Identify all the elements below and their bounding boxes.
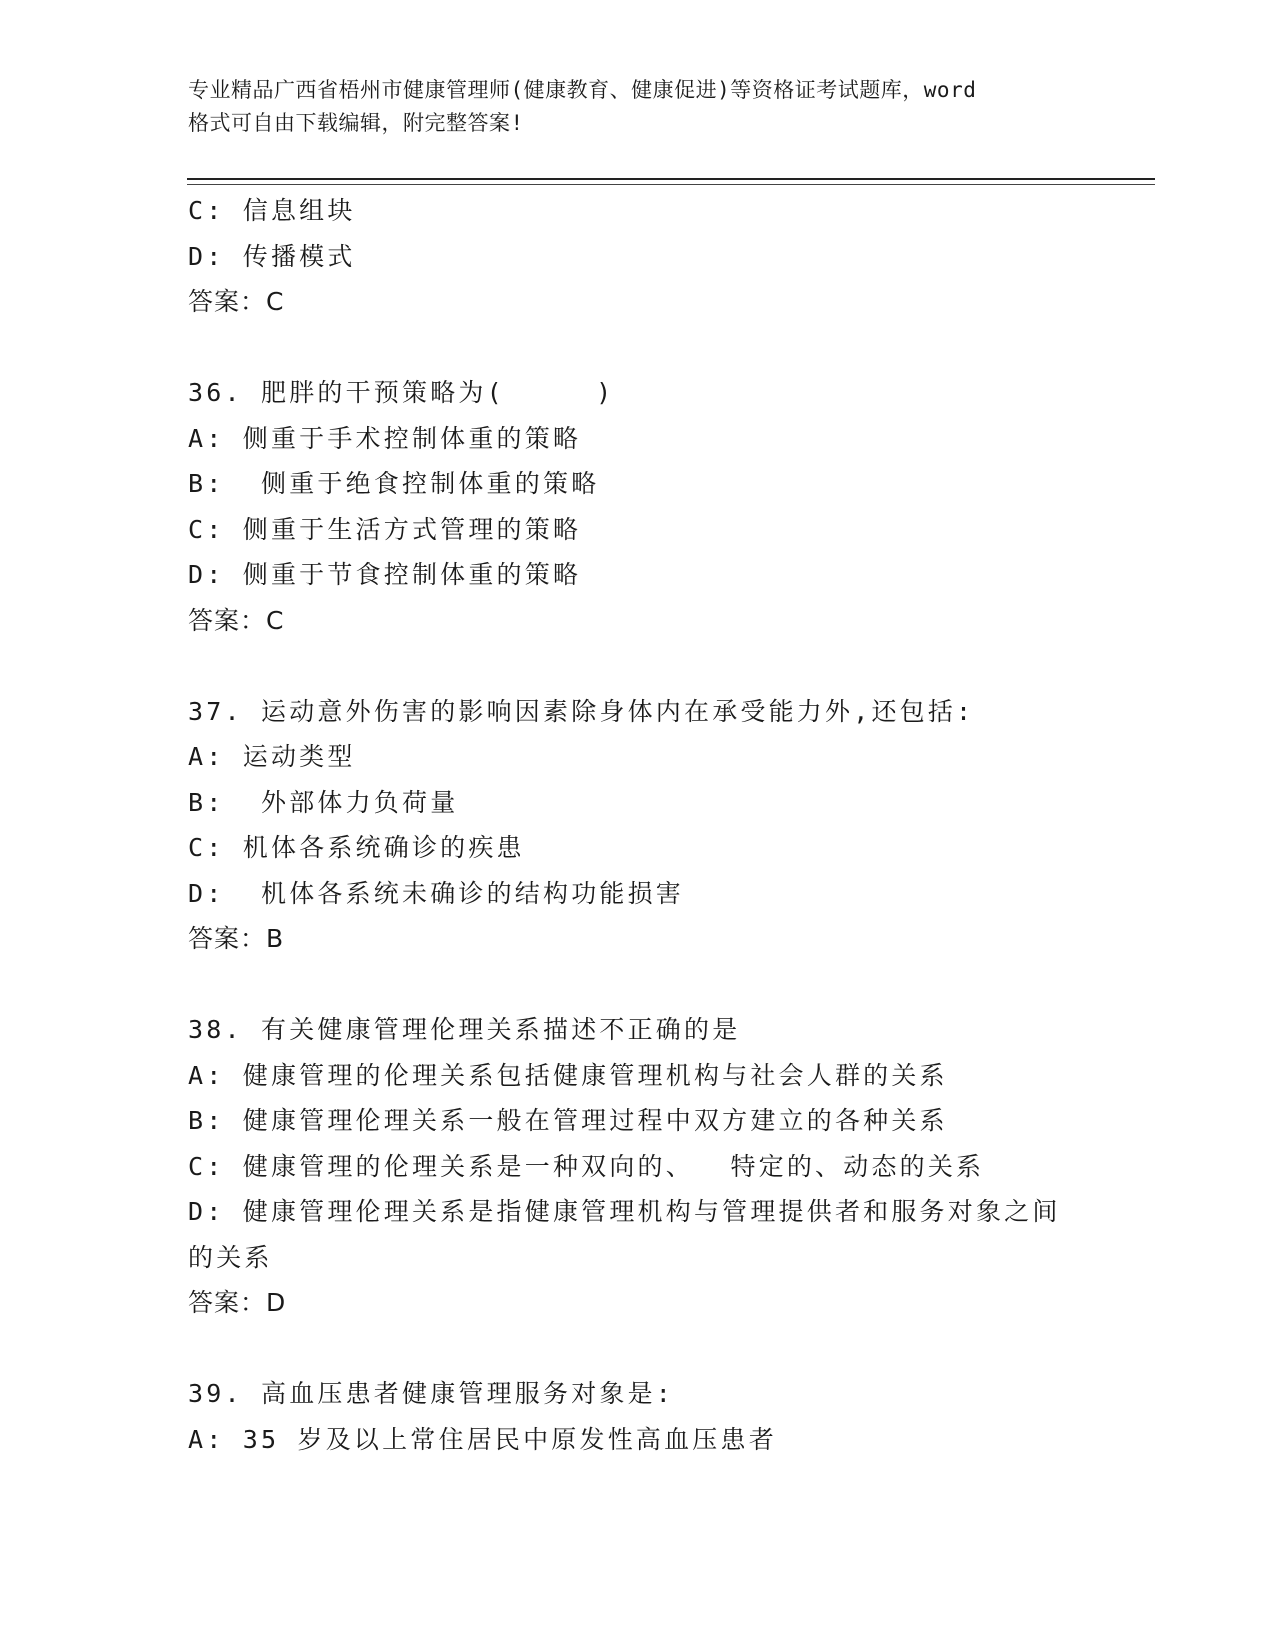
option-d: D: 健康管理伦理关系是指健康管理机构与管理提供者和服务对象之间 (188, 1197, 1061, 1226)
question-39 (188, 1371, 1088, 1462)
option-c: C: 侧重于生活方式管理的策略 (188, 514, 582, 544)
answer-label: 答案：D (188, 1288, 287, 1317)
answer-label: 答案：C (188, 605, 285, 635)
header-divider-thick (187, 178, 1155, 180)
option-a: A: 运动类型 (188, 742, 356, 771)
header-line-2: 格式可自由下载编辑，附完整答案! (188, 111, 524, 135)
option-c: C: 信息组块 (188, 196, 356, 225)
option-d: D: 传播模式 (188, 241, 356, 271)
spacer (188, 962, 1088, 1008)
option-c: C: 机体各系统确诊的疾患 (188, 833, 525, 862)
spacer (188, 325, 1088, 371)
question-35-tail (188, 188, 1088, 325)
option-b: B: 健康管理伦理关系一般在管理过程中双方建立的各种关系 (188, 1106, 948, 1135)
option-d: D: 机体各系统未确诊的结构功能损害 (188, 878, 685, 908)
question-list (188, 188, 1088, 1462)
question-36 (188, 370, 1088, 643)
spacer (188, 643, 1088, 689)
answer-label: 答案：B (188, 924, 285, 953)
question-stem: 39. 高血压患者健康管理服务对象是: (188, 1379, 675, 1408)
question-stem: 36. 肥胖的干预策略为( ) (188, 378, 615, 407)
spacer (188, 1326, 1088, 1372)
header-divider-thin (187, 184, 1155, 185)
question-37 (188, 689, 1088, 962)
page-header (188, 74, 1088, 140)
question-stem: 37. 运动意外伤害的影响因素除身体内在承受能力外,还包括: (188, 696, 975, 726)
option-b: B: 外部体力负荷量 (188, 787, 459, 817)
header-line-1: 专业精品广西省梧州市健康管理师(健康教育、健康促进)等资格证考试题库，word (188, 78, 977, 102)
question-stem: 38. 有关健康管理伦理关系描述不正确的是 (188, 1015, 741, 1044)
option-a: A: 侧重于手术控制体重的策略 (188, 423, 582, 453)
question-38 (188, 1007, 1088, 1326)
option-a: A: 健康管理的伦理关系包括健康管理机构与社会人群的关系 (188, 1060, 948, 1090)
option-d: D: 侧重于节食控制体重的策略 (188, 560, 582, 589)
option-c: C: 健康管理的伦理关系是一种双向的、 特定的、动态的关系 (188, 1151, 985, 1181)
option-a: A: 35 岁及以上常住居民中原发性高血压患者 (188, 1424, 777, 1454)
option-b: B: 侧重于绝食控制体重的策略 (188, 469, 600, 498)
option-d-continuation: 的关系 (188, 1242, 273, 1272)
answer-label: 答案：C (188, 287, 285, 316)
